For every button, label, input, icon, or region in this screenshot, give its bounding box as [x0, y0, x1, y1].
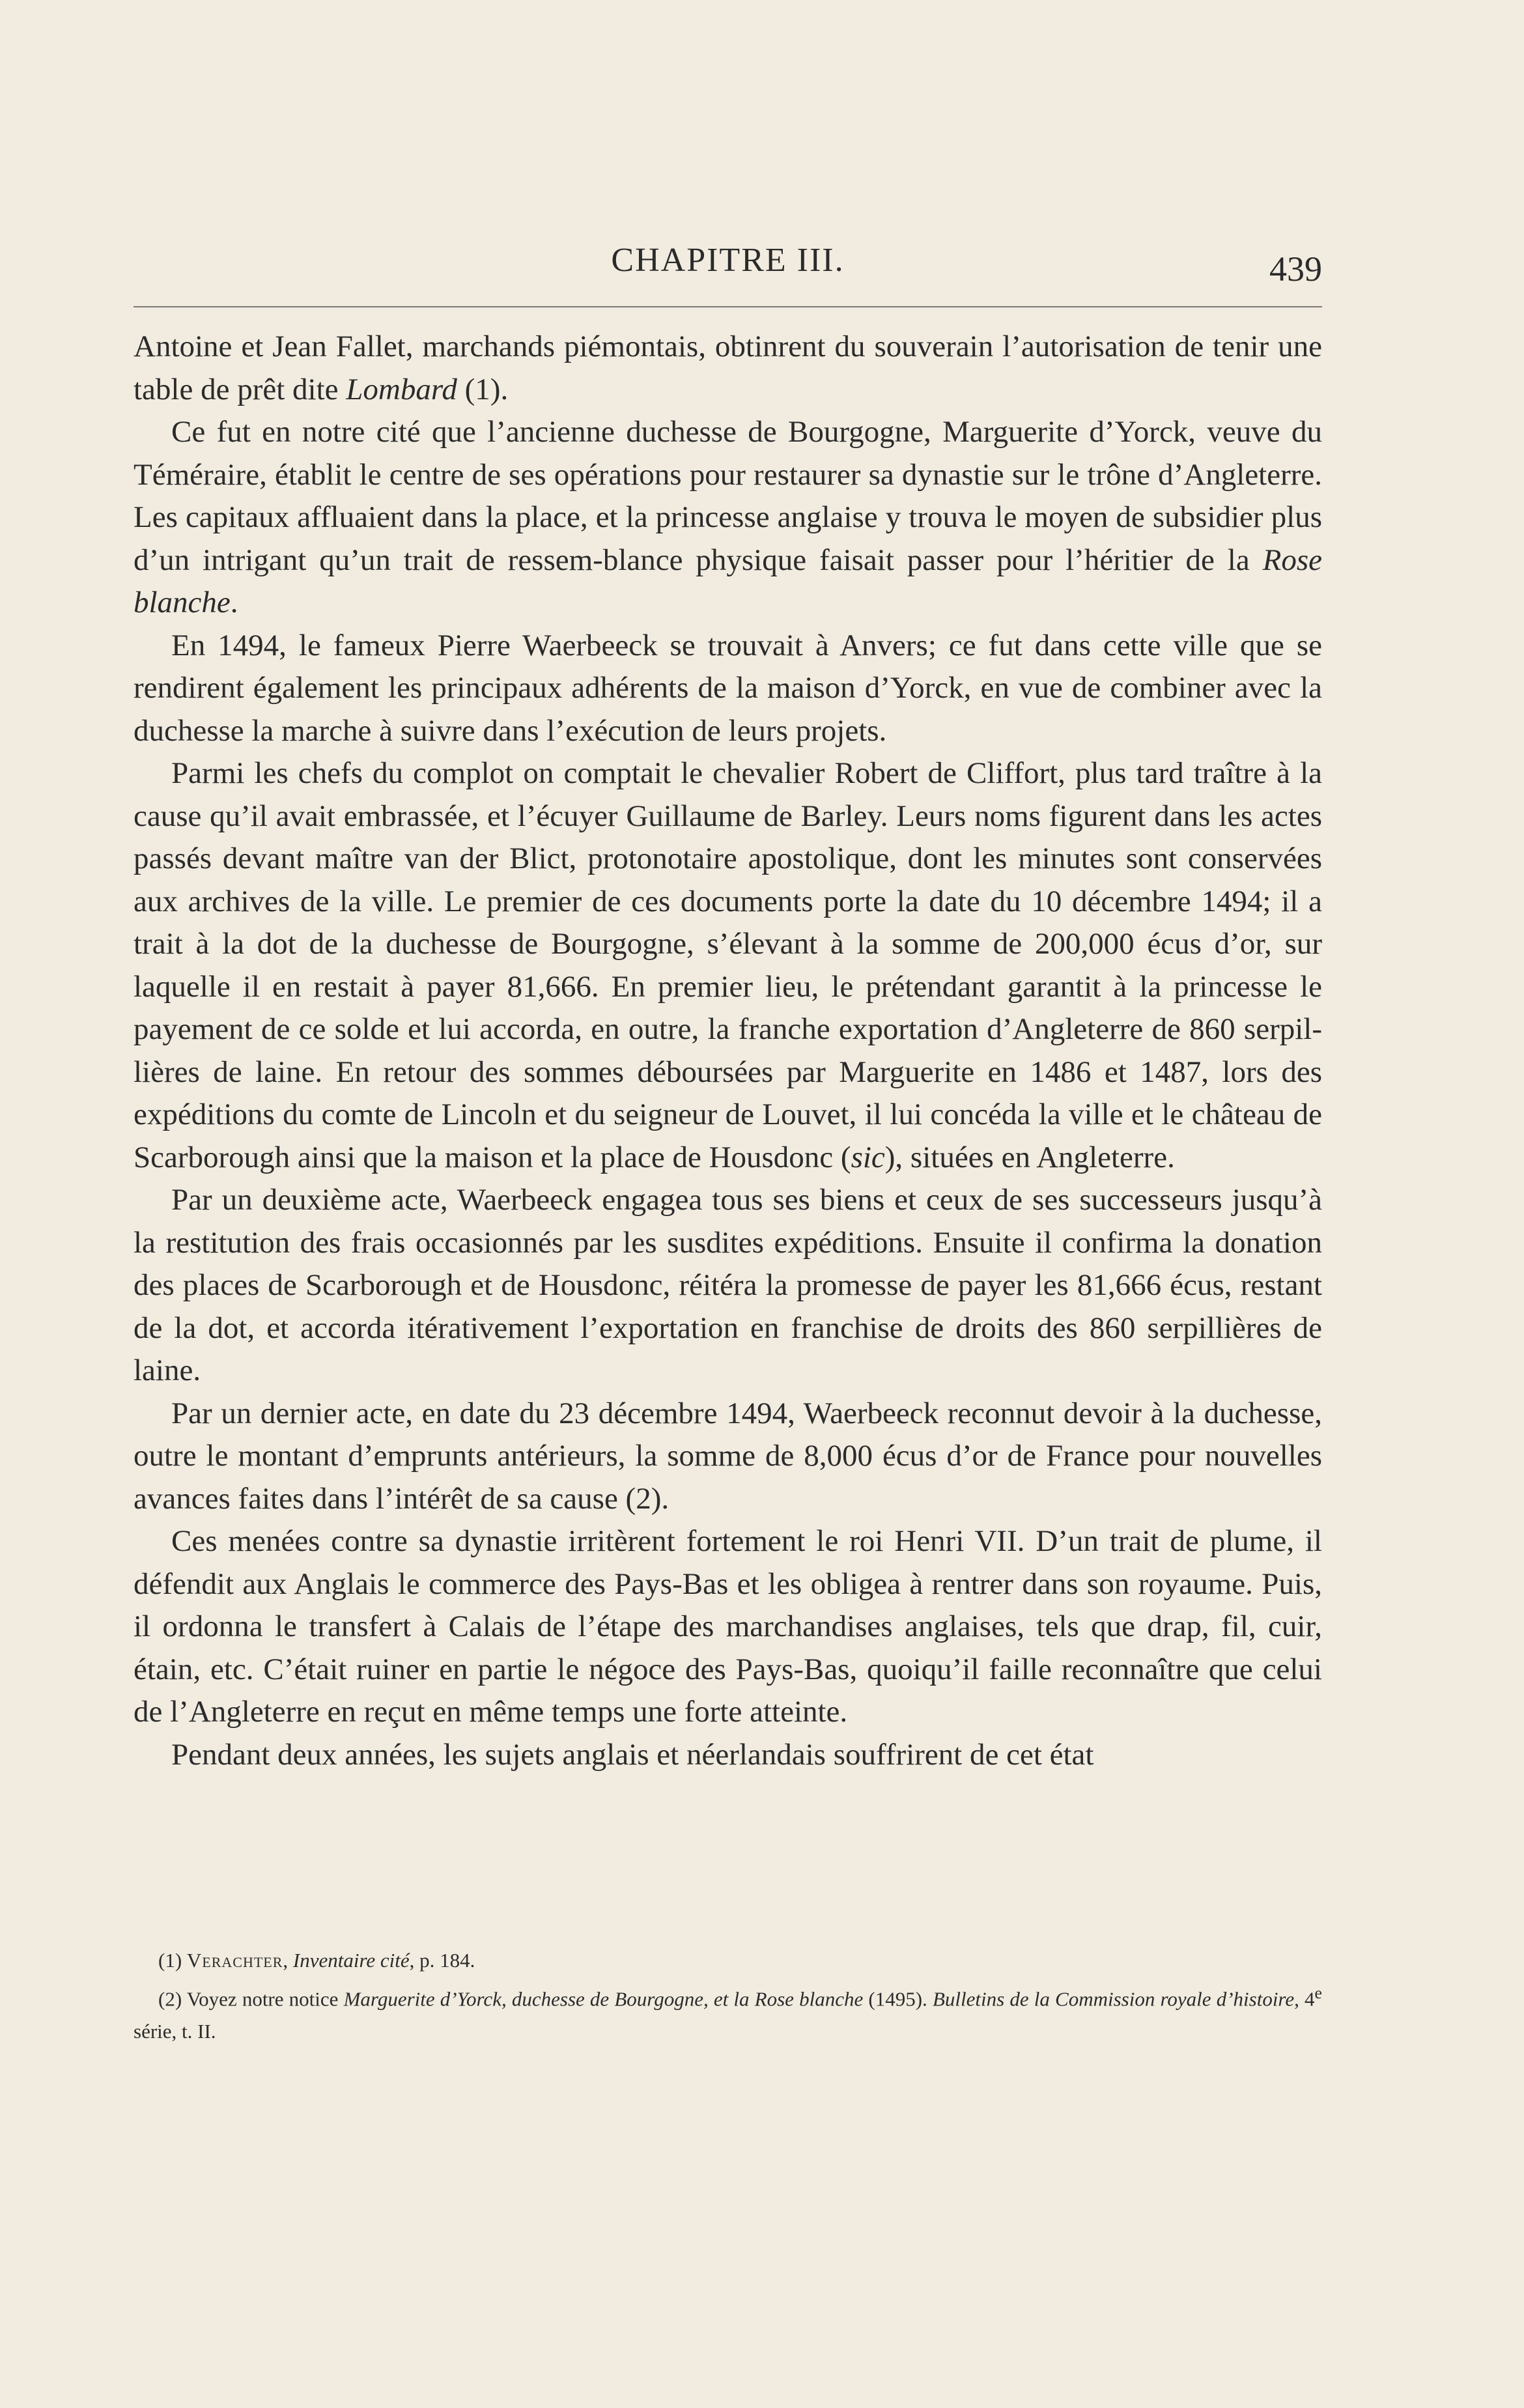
footnote-1-number: (1): [158, 1949, 187, 1972]
paragraph-1: [134, 326, 1322, 411]
footnote-2-series: , 4: [1294, 1987, 1315, 2011]
footnote-1-author: Verachter: [186, 1949, 283, 1972]
footnote-1-title: Inventaire cité: [292, 1949, 410, 1972]
paragraph-3-text: En 1494, le fameux Pierre Waerbeeck se trouvait à Anvers; ce fut dans cette ville que se rendirent également les principaux adhérents de la maison d’Yorck, en vue de combiner avec la duchesse la marche à suivre dans l’exécution de leurs projets.: [134, 628, 1322, 748]
footnote-2-year: (1495).: [863, 1987, 933, 2011]
page-number: 439: [1269, 249, 1322, 289]
paragraph-2-italic: Rose blanche: [134, 543, 1322, 619]
footnote-2-superscript: e: [1314, 1983, 1322, 2002]
paragraph-6-text: Par un dernier acte, en date du 23 décembre 1494, Waerbeeck reconnut devoir à la duchesse, outre le montant d’emprunts antérieurs, la somme de 8,000 écus d’or de France pour nouvelles avances faites dans l’intérêt de sa cause (2).: [134, 1396, 1322, 1516]
paragraph-5: [134, 1179, 1322, 1393]
paragraph-4-text: Parmi les chefs du complot on comptait le chevalier Robert de Cliffort, plus tard traître à la cause qu’il avait embrassée, et l’écuyer Guillaume de Barley. Leurs noms figurent dans les actes passés devant maître van der Blict, protonotaire apostolique, dont les minutes sont conservées aux archives de la ville. Le premier de ces documents porte la date du 10 décembre 1494; il a trait à la dot de la duchesse de Bourgogne, s’élevant à la somme de 200,000 écus d’or, sur laquelle il en restait à payer 81,666. En premier lieu, le prétendant garantit à la princesse le payement de ce solde et lui accorda, en outre, la franche exportation d’Angleterre de 860 serpil-lières de laine. En retour des sommes déboursées par Marguerite en 1486 et 1487, lors des expéditions du comte de Lincoln et du seigneur de Louvet, il lui concéda la ville et le château de Scarborough ainsi que la maison et la place de Housdonc (: [134, 756, 1322, 1174]
footnote-2-journal: Bulletins de la Commission royale d’histoire: [932, 1987, 1295, 2011]
page-header: [134, 241, 1322, 293]
paragraph-8-text: Pendant deux années, les sujets anglais et néerlandais souffrirent de cet état: [171, 1737, 1094, 1772]
footnote-2: [134, 1977, 1322, 2048]
paragraph-4-text-end: ), situées en Angleterre.: [884, 1140, 1175, 1174]
footnote-2-title: Marguerite d’Yorck, duchesse de Bourgogne, et la Rose blanche: [343, 1987, 864, 2011]
paragraph-1-italic: Lombard: [346, 372, 457, 406]
paragraph-5-text: Par un deuxième acte, Waerbeeck engagea tous ses biens et ceux de ses successeurs jusqu’à la restitution des frais occasionnés par les susdites expéditions. Ensuite il confirma la donation des places de Scarborough et de Housdonc, réitéra la promesse de payer les 81,666 écus, restant de la dot, et accorda itérativement l’exportation en franchise de droits des 860 serpillières de laine.: [134, 1183, 1322, 1387]
paragraph-1-text: Antoine et Jean Fallet, marchands piémontais, obtinrent du souverain l’autorisation de tenir une table de prêt dite: [134, 330, 1322, 406]
header-rule: [134, 306, 1322, 307]
running-title: CHAPITRE III.: [611, 242, 845, 279]
paragraph-2-text-end: .: [230, 586, 238, 619]
paragraph-4-italic: sic: [851, 1140, 885, 1174]
paragraph-7: [134, 1520, 1322, 1734]
footnote-2-end: série, t. II.: [134, 2020, 216, 2043]
footnote-1: [134, 1944, 1322, 1977]
footnote-2-text: (2) Voyez notre notice: [158, 1987, 344, 2011]
paragraph-7-text: Ces menées contre sa dynastie irritèrent fortement le roi Henri VII. D’un trait de plume, il défendit aux Anglais le commerce des Pays-Bas et les obligea à rentrer dans son royaume. Puis, il ordonna le transfert à Calais de l’étape des marchandises anglaises, tels que drap, fil, cuir, étain, etc. C’était ruiner en partie le négoce des Pays-Bas, quoiqu’il faille reconnaître que celui de l’Angleterre en reçut en même temps une forte atteinte.: [134, 1524, 1322, 1729]
paragraph-3: [134, 625, 1322, 753]
paragraph-1-text-end: (1).: [457, 372, 509, 406]
footnotes: [134, 1944, 1322, 2048]
paragraph-4: [134, 752, 1322, 1179]
paragraph-2: [134, 411, 1322, 625]
paragraph-6: [134, 1393, 1322, 1521]
paragraph-8: [134, 1734, 1322, 1777]
paragraph-2-text: Ce fut en notre cité que l’ancienne duchesse de Bourgogne, Marguerite d’Yorck, veuve du Téméraire, établit le centre de ses opérations pour restaurer sa dynastie sur le trône d’Angleterre. Les capitaux affluaient dans la place, et la princesse anglaise y trouva le moyen de subsidier plus d’un intrigant qu’un trait de ressem-blance physique faisait passer pour l’héritier de la: [134, 415, 1322, 577]
footnote-1-rest: , p. 184.: [409, 1949, 475, 1972]
body-text: [134, 326, 1322, 1776]
footnote-1-separator: ,: [283, 1949, 293, 1972]
